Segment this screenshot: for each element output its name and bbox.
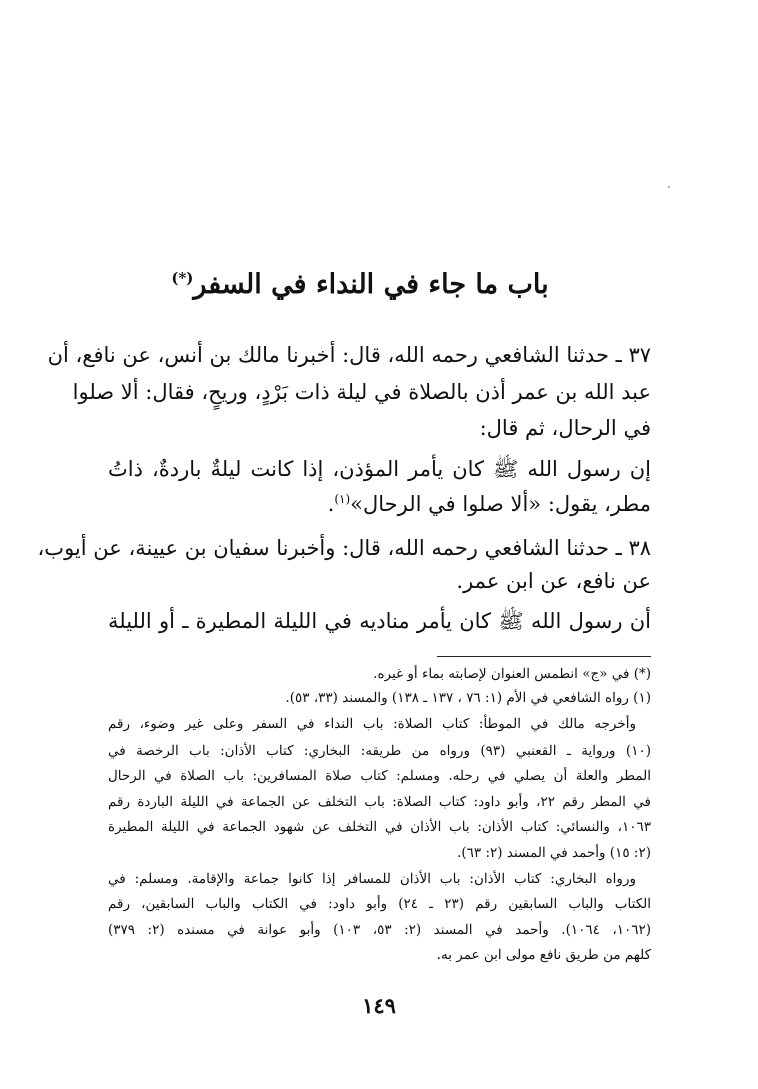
body-line-with-note bbox=[328, 489, 651, 519]
body-line-text: مطر، يقول: «ألا صلوا في الرحال» bbox=[350, 492, 651, 516]
footnote-line: (١٠) ورواية ـ القعنبي (٩٣) ورواه من طريقه: البخاري: كتاب الأذان: باب الرخصة في bbox=[108, 743, 651, 759]
footnote-line: المطر والعلة أن يصلي في رحله. ومسلم: كتاب صلاة المسافرين: باب الصلاة في الرحال bbox=[108, 768, 651, 784]
body-line: عن نافع، عن ابن عمر. bbox=[456, 569, 651, 593]
footnote-line: (١) رواه الشافعي في الأم (١: ٧٦ ، ١٣٧ ـ ١٣٨) والمسند (٣٣، ٥٣). bbox=[285, 690, 651, 706]
footnote-line: وأخرجه مالك في الموطأ: كتاب الصلاة: باب النداء في السفر وعلى غير وضوء، رقم bbox=[108, 716, 636, 732]
footnote-separator bbox=[437, 656, 651, 657]
body-line: ٣٧ ـ حدثنا الشافعي رحمه الله، قال: أخبرنا مالك بن أنس، عن نافع، أن bbox=[47, 343, 651, 367]
body-line: أن رسول الله ﷺ كان يأمر مناديه في الليلة المطيرة ـ أو الليلة bbox=[108, 609, 651, 633]
footnote-line: ١٠٦٣، والنسائي: كتاب الأذان: باب الأذان في التخلف عن شهود الجماعة في الليلة المطيرة bbox=[108, 819, 651, 835]
body-line: في الرحال، ثم قال: bbox=[479, 416, 651, 440]
footnote-reference: (١) bbox=[334, 492, 351, 506]
footnote-line: (*) في «ج» انطمس العنوان لإصابته بماء أو غيره. bbox=[373, 666, 651, 682]
footnote-line: في المطر رقم ٢٢، وأبو داود: كتاب الصلاة: باب التخلف عن الجماعة في الليلة الباردة رقم bbox=[108, 794, 651, 810]
body-line-end: . bbox=[327, 492, 335, 516]
body-line: ٣٨ ـ حدثنا الشافعي رحمه الله، قال: وأخبرنا سفيان بن عيينة، عن أيوب، bbox=[37, 536, 651, 560]
page-number: ١٤٩ bbox=[362, 993, 396, 1018]
scan-speck bbox=[668, 186, 670, 188]
body-line: إن رسول الله ﷺ كان يأمر المؤذن، إذا كانت ليلةٌ باردةٌ، ذاتُ bbox=[108, 457, 651, 481]
chapter-title bbox=[150, 268, 570, 302]
footnote-line: (٢: ١٥) وأحمد في المسند (٢: ٦٣). bbox=[457, 845, 651, 861]
footnote-line: الكتاب والباب السابقين رقم (٢٣ ـ ٢٤) وأبو داود: في الكتاب والباب السابقين، رقم bbox=[108, 896, 652, 912]
footnote-line: (١٠٦٢، ١٠٦٤). وأحمد في المسند (٢: ٥٣، ١٠٣) وأبو عوانة في مسنده (٢: ٣٧٩) bbox=[108, 922, 652, 938]
title-footnote-marker: (*) bbox=[171, 269, 194, 287]
footnote-line: ورواه البخاري: كتاب الأذان: باب الأذان للمسافر إذا كانوا جماعة والإقامة. ومسلم: في bbox=[108, 871, 636, 887]
chapter-title-text: باب ما جاء في النداء في السفر bbox=[193, 269, 549, 300]
body-line: عبد الله بن عمر أذن بالصلاة في ليلة ذات بَرْدٍ، وريحٍ، فقال: ألا صلوا bbox=[72, 380, 651, 404]
footnote-line: كلهم من طريق نافع مولى ابن عمر به. bbox=[436, 947, 651, 963]
